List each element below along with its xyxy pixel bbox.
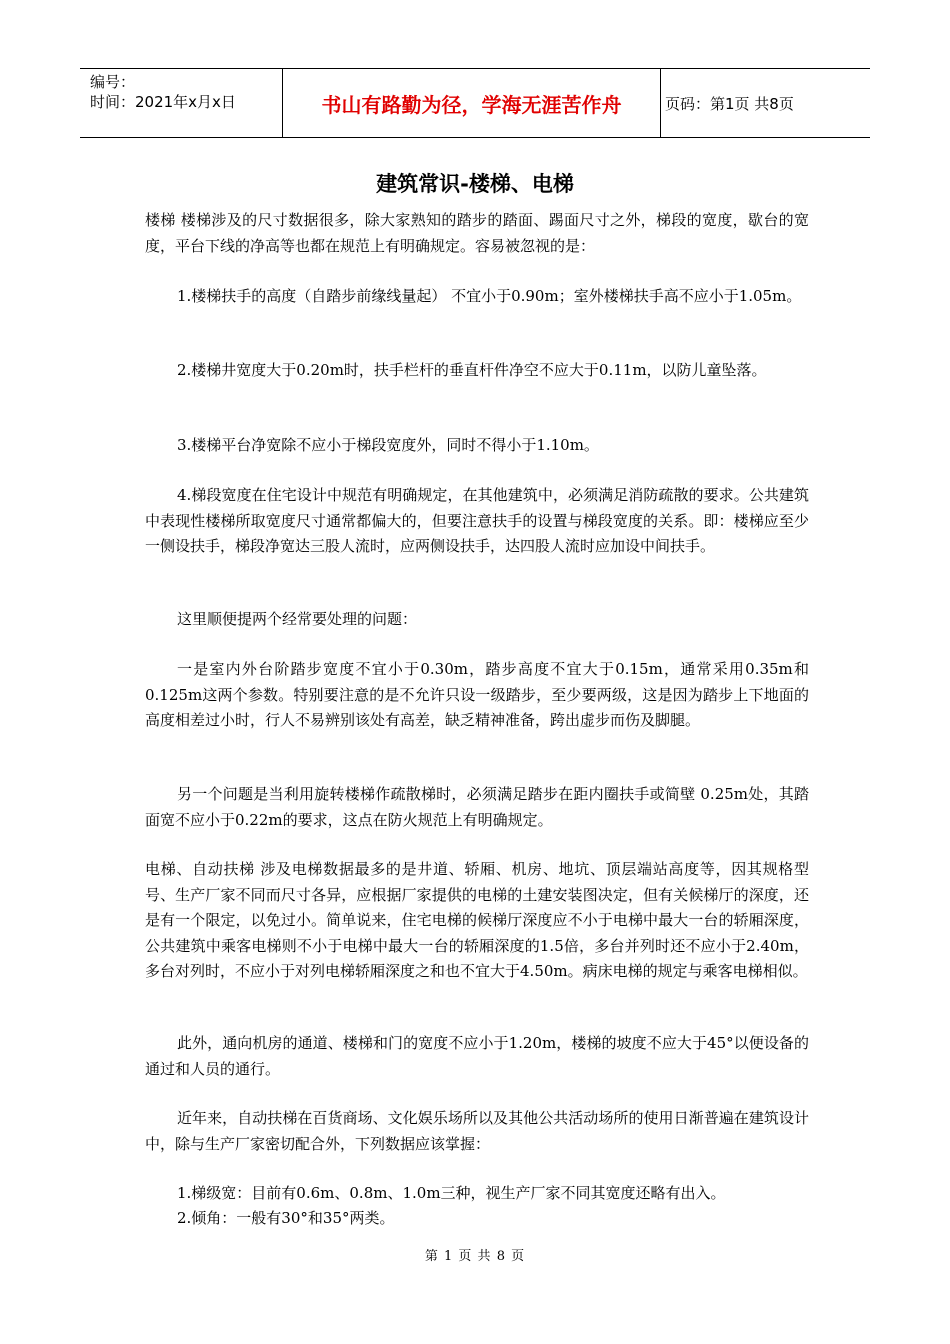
- paragraph-issue-2: 另一个问题是当利用旋转楼梯作疏散梯时，必须满足踏步在距内圈扶手或简壁 0.25m处，其踏面宽不应小于0.22m的要求，这点在防火规范上有明确规定。: [145, 785, 809, 829]
- paragraph-stairs-item-4: 4.梯段宽度在住宅设计中规范有明确规定，在其他建筑中，必须满足消防疏散的要求。公共建筑中表现性楼梯所取宽度尺寸通常都偏大的，但要注意扶手的设置与梯段宽度的关系。即：楼梯应至少一侧设扶手，梯段净宽达三股人流时，应两侧设扶手，达四股人流时应加设中间扶手。: [145, 486, 809, 555]
- paragraph-issues-intro: 这里顺便提两个经常要处理的问题：: [177, 610, 418, 628]
- paragraph-stairs-intro: 楼梯 楼梯涉及的尺寸数据很多，除大家熟知的踏步的踏面、踢面尺寸之外，梯段的宽度，歇台的宽度，平台下线的净高等也都在规范上有明确规定。容易被忽视的是：: [145, 211, 809, 255]
- paragraph-stairs-item-1: 1.楼梯扶手的高度（自踏步前缘线量起） 不宜小于0.90m；室外楼梯扶手高不应小于1.05m。: [177, 287, 802, 305]
- document-date: 时间：2021年x月x日: [90, 93, 236, 111]
- header-page-number: 页码：第1页 共8页: [665, 94, 794, 113]
- header-motto: 书山有路勤为径，学海无涯苦作舟: [283, 69, 661, 137]
- document-number-label: 编号：: [90, 73, 136, 91]
- paragraph-escalator-item-2: 2.倾角：一般有30°和35°两类。: [177, 1209, 395, 1227]
- paragraph-stairs-item-3: 3.楼梯平台净宽除不应小于梯段宽度外，同时不得小于1.10m。: [177, 436, 599, 454]
- paragraph-elevator-intro: 电梯、自动扶梯 涉及电梯数据最多的是井道、轿厢、机房、地坑、顶层端站高度等，因其规格型号、生产厂家不同而尺寸各异，应根据厂家提供的电梯的土建安装图决定，但有关候梯厅的深度，还是有一个限定，以免过小。简单说来，住宅电梯的候梯厅深度应不小于电梯中最大一台的轿厢深度，公共建筑中乘客电梯则不小于电梯中最大一台的轿厢深度的1.5倍，多台并列时还不应小于2.40m，多台对列时，不应小于对列电梯轿厢深度之和也不宜大于4.50m。病床电梯的规定与乘客电梯相似。: [145, 860, 809, 980]
- paragraph-escalator-intro: 近年来，自动扶梯在百货商场、文化娱乐场所以及其他公共活动场所的使用日渐普遍在建筑设计中，除与生产厂家密切配合外，下列数据应该掌握：: [145, 1109, 809, 1153]
- paragraph-issue-1: 一是室内外台阶踏步宽度不宜小于0.30m，踏步高度不宜大于0.15m，通常采用0.35m和0.125m这两个参数。特别要注意的是不允许只设一级踏步，至少要两级，这是因为踏步上下地面的高度相差过小时，行人不易辨别该处有高差，缺乏精神准备，跨出虚步而伤及脚腿。: [145, 660, 809, 729]
- paragraph-escalator-item-1: 1.梯级宽：目前有0.6m、0.8m、1.0m三种，视生产厂家不同其宽度还略有出入。: [177, 1184, 726, 1202]
- header-meta: [80, 69, 283, 137]
- paragraph-stairs-item-2: 2.楼梯井宽度大于0.20m时，扶手栏杆的垂直杆件净空不应大于0.11m，以防儿童坠落。: [177, 361, 767, 379]
- document-title: 建筑常识-楼梯、电梯: [376, 172, 574, 196]
- page-header: [80, 68, 870, 138]
- paragraph-machine-room: 此外，通向机房的通道、楼梯和门的宽度不应小于1.20m，楼梯的坡度不应大于45°以便设备的通过和人员的通行。: [145, 1034, 809, 1078]
- page-footer: 第 1 页 共 8 页: [424, 1249, 526, 1264]
